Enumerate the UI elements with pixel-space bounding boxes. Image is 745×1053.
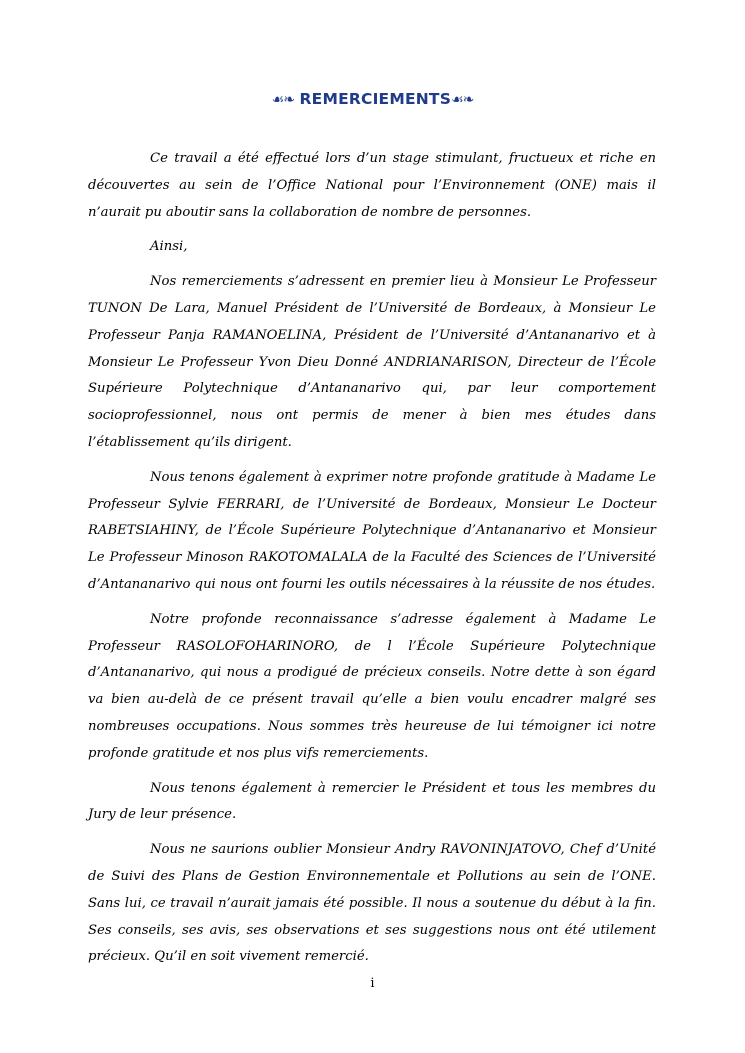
paragraph-recognition: Notre profonde reconnaissance s’adresse également à Madame Le Professeur RASOLOFOHARINORO, de l l’École Supérieure Polytechnique d’Antananarivo, qui nous a prodigué de précieux conseils. Notre dette à son égard va bien au-delà de ce présent travail qu’elle a bien voulu encadrer malgré ses nombreuses occupations. Nous sommes très heureuse de lui témoigner ici notre profonde gratitude et nos plus vifs remerciements. (88, 611, 656, 761)
page-number: i (370, 976, 375, 991)
title-ornament-right-icon: ☙❧ (451, 92, 474, 108)
title-ornament-left-icon: ☙❧ (271, 92, 294, 108)
paragraph-supervisor: Nous ne saurions oublier Monsieur Andry RAVONINJATOVO, Chef d’Unité de Suivi des Plans de Gestion Environnementale et Pollutions au sein de l’ONE. Sans lui, ce travail n’aurait jamais été possible. Il nous a soutenue du début à la fin. Ses conseils, ses avis, ses observations et ses suggestions nous ont été utilement précieux. Qu’il en soit vivement remercié. (88, 842, 656, 965)
paragraph-jury: Nous tenons également à remercier le Président et tous les membres du Jury de leur présence. (88, 780, 656, 823)
paragraph-intro: Ce travail a été effectué lors d’un stage stimulant, fructueux et riche en découvertes au sein de l’Office National pour l’Environnement (ONE) mais il n’aurait pu aboutir sans la collaboration de nombre de personnes. (88, 151, 656, 220)
page-title (0, 90, 745, 108)
paragraph-gratitude: Nous tenons également à exprimer notre profonde gratitude à Madame Le Professeur Sylvie FERRARI, de l’Université de Bordeaux, Monsieur Le Docteur RABETSIAHINY, de l’École Supérieure Polytechnique d’Antananarivo et Monsieur Le Professeur Minoson RAKOTOMALALA de la Faculté des Sciences de l’Université d’Antananarivo qui nous ont fourni les outils nécessaires à la réussite de nos études. (88, 469, 656, 592)
acknowledgements-body (88, 146, 656, 971)
paragraph-ainsi: Ainsi, (150, 239, 188, 255)
title-text: REMERCIEMENTS (299, 90, 452, 108)
paragraph-first-thanks: Nos remerciements s’adressent en premier lieu à Monsieur Le Professeur TUNON De Lara, Manuel Président de l’Université de Bordeaux, à Monsieur Le Professeur Panja RAMANOELINA, Président de l’Université d’Antananarivo et à Monsieur Le Professeur Yvon Dieu Donné ANDRIANARISON, Directeur de l’École Supérieure Polytechnique d’Antananarivo qui, par leur comportement socioprofessionnel, nous ont permis de mener à bien mes études dans l’établissement qu’ils dirigent. (88, 274, 656, 450)
